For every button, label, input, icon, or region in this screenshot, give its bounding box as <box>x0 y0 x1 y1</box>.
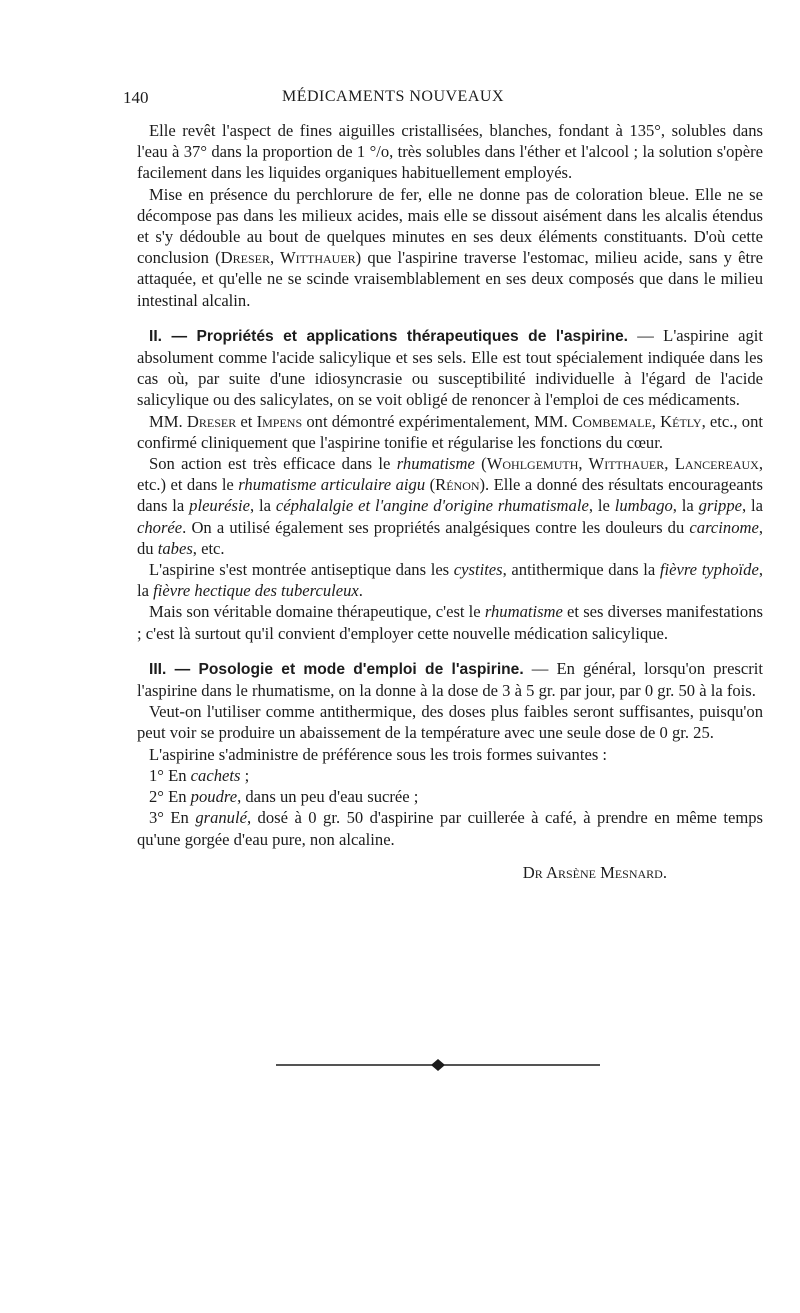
italic-term: granulé <box>195 808 247 828</box>
section-heading: III. — Posologie et mode d'emploi de l'aspirine. <box>149 660 524 678</box>
italic-term: poudre <box>190 787 238 807</box>
author-names: Impens <box>256 411 303 431</box>
page-number: 140 <box>123 88 149 107</box>
text: 2° En <box>149 787 191 807</box>
author-names: Combemale, Kétly <box>572 411 702 431</box>
text: . On a utilisé également ses propriétés analgésiques contre les douleurs du <box>182 517 690 537</box>
author-signature: Dr Arsène Mesnard. <box>522 862 667 882</box>
italic-term: chorée <box>137 517 183 537</box>
text: MM. <box>149 411 187 431</box>
text: — L'aspirine agit absolument comme l'acide salicylique et ses sels. Elle est tout spécialement indiquée dans les cas où, par suite d'une idiosyncrasie ou susceptibilité individuelle à l'égard de l'acide salicylique ou des salicylates, on se voit obligé de renoncer à l'emploi de ces médicaments. <box>137 325 764 410</box>
italic-term: cystites <box>453 560 503 580</box>
italic-term: pleurésie <box>189 496 250 516</box>
section-heading: II. — Propriétés et applications thérapeutiques de l'aspirine. <box>149 327 629 345</box>
paragraph-domain <box>137 601 763 643</box>
text: , du <box>137 517 763 558</box>
italic-term: fièvre typhoïde <box>659 560 759 580</box>
text: , etc. <box>192 538 225 558</box>
article-body <box>137 120 763 883</box>
text: — En général, lorsqu'on prescrit l'aspirine dans le rhumatisme, on la donne à la dose de 3 à 5 gr. par jour, par 0 gr. 50 à la fois. <box>137 658 763 701</box>
paragraph-experiments <box>137 411 763 453</box>
text: ( <box>474 454 487 474</box>
italic-term: lumbago <box>614 496 673 516</box>
text: ). Elle a donné des résultats encourageants dans la <box>137 475 763 516</box>
text: , etc., ont confirmé cliniquement que l'aspirine tonifie et régularise les fonctions du cœur. <box>137 411 763 452</box>
text: , la <box>249 496 276 516</box>
author-names: Rénon <box>435 475 480 495</box>
section-ii <box>137 325 763 411</box>
text: ) que l'aspirine traverse l'estomac, milieu acide, sans y être attaquée, et qu'elle ne se scinde vraisemblablement en ses deux composés que dans le milieu intestinal alcalin. <box>137 248 763 310</box>
text: , etc.) et dans le <box>137 454 763 495</box>
text: Mais son véritable domaine thérapeutique, c'est le <box>149 602 485 622</box>
italic-term: cachets <box>190 765 241 785</box>
text: L'aspirine s'est montrée antiseptique dans les <box>149 560 454 580</box>
author-names: Dreser, Witthauer <box>220 248 356 268</box>
text: , dosé à 0 gr. 50 d'aspirine par cuillerée à café, à prendre en même temps qu'une gorgée d'eau pure, non alcaline. <box>137 808 763 849</box>
text: et ses diverses manifestations ; c'est là surtout qu'il convient d'employer cette nouvelle médication salicylique. <box>137 602 763 643</box>
text: , antithermique dans la <box>502 560 660 580</box>
running-title: MÉDICAMENTS NOUVEAUX <box>282 88 504 105</box>
author-names: Wohlgemuth, Witthauer, Lancereaux <box>486 454 759 474</box>
text: Mise en présence du perchlorure de fer, elle ne donne pas de coloration bleue. Elle ne se décompose pas dans les milieux acides, mais elle se dissout aisément dans les alcalis étendus et s'y dédouble au bout de quelques minutes en ses deux éléments constituants. D'où cette conclusion ( <box>137 184 763 268</box>
text: ont démontré expérimentalement, MM. <box>302 411 573 431</box>
paragraph-indications <box>137 453 763 559</box>
section-iii <box>137 658 763 701</box>
paragraph-perchlorure <box>137 184 763 311</box>
diamond-icon <box>431 1059 445 1071</box>
paragraph-forms: L'aspirine s'administre de préférence sous les trois formes suivantes : <box>149 744 608 764</box>
text: , dans un peu d'eau sucrée ; <box>237 787 419 807</box>
text: , la <box>741 496 763 516</box>
page-header <box>123 88 663 110</box>
italic-term: rhumatisme articulaire aigu <box>238 475 426 495</box>
paragraph-antithermic: Veut-on l'utiliser comme antithermique, des doses plus faibles seront suffisantes, puisqu'on peut voir se produire un abaissement de la température avec une seule dose de 0 gr. 25. <box>137 702 763 743</box>
list-item <box>137 786 763 807</box>
italic-term: rhumatisme <box>484 602 563 622</box>
italic-term: céphalalgie et l'angine d'origine rhumatismale <box>275 496 589 516</box>
text: , la <box>672 496 699 516</box>
text: . <box>358 581 363 601</box>
italic-term: grippe <box>698 496 742 516</box>
text: ( <box>425 475 436 495</box>
italic-term: rhumatisme <box>396 454 475 474</box>
text: et <box>236 411 257 431</box>
paragraph-properties: Elle revêt l'aspect de fines aiguilles cristallisées, blanches, fondant à 135°, solubles dans l'eau à 37° dans la proportion de 1 °/o, très solubles dans l'éther et l'alcool ; la solution s'opère facilement dans les liquides organiques habituellement employés. <box>137 121 763 183</box>
text: 1° En <box>149 765 191 785</box>
author-names: Dreser <box>186 411 237 431</box>
text: , le <box>588 496 615 516</box>
text: , la <box>137 560 763 601</box>
text: Son action est très efficace dans le <box>149 454 397 474</box>
list-item <box>137 765 763 786</box>
paragraph-antiseptic <box>137 559 763 601</box>
italic-term: tabes <box>157 538 193 558</box>
italic-term: fièvre hectique des tuberculeux <box>153 581 359 601</box>
list-item <box>137 807 763 849</box>
ornamental-rule <box>276 1058 600 1072</box>
italic-term: carcinome <box>689 517 759 537</box>
text: ; <box>240 765 250 785</box>
text: 3° En <box>149 808 196 828</box>
